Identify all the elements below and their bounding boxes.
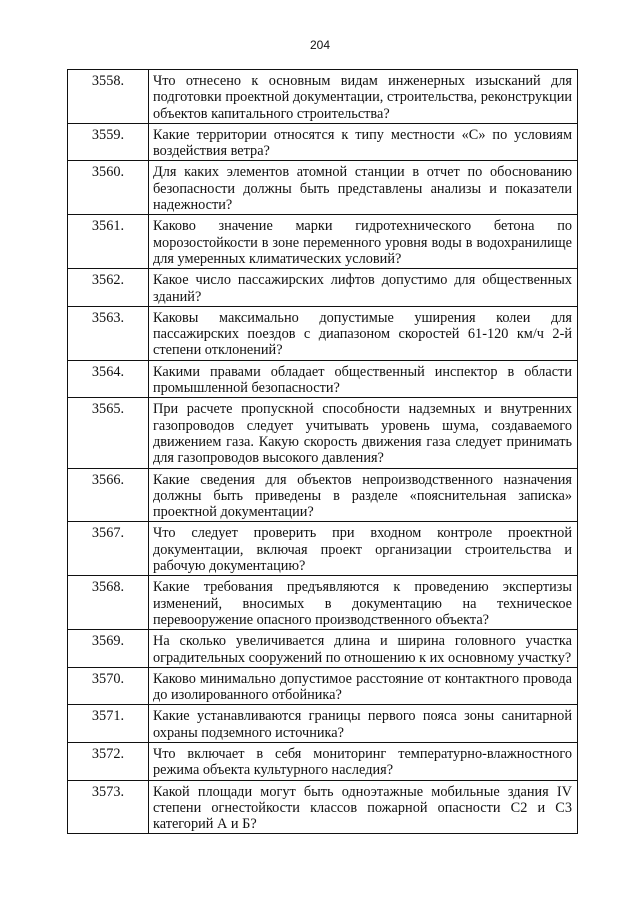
- question-text: Для каких элементов атомной станции в отчет по обоснованию безопасности должны быть представлены анализы и показатели надежности?: [149, 161, 578, 215]
- page-number: 204: [309, 38, 331, 52]
- table-row: [68, 705, 578, 743]
- question-number: 3563.: [68, 306, 149, 360]
- table-row: [68, 630, 578, 668]
- question-text: Что следует проверить при входном контроле проектной документации, включая проект организации строительства и рабочую документацию?: [149, 522, 578, 576]
- table-row: [68, 360, 578, 398]
- question-text: Каково значение марки гидротехнического бетона по морозостойкости в зоне переменного уровня воды в водохранилище для умеренных климатических условий?: [149, 215, 578, 269]
- question-number: 3568.: [68, 576, 149, 630]
- table-row: [68, 576, 578, 630]
- table-row: [68, 780, 578, 834]
- question-number: 3562.: [68, 269, 149, 307]
- table-row: [68, 269, 578, 307]
- question-number: 3558.: [68, 70, 149, 124]
- table-row: [68, 161, 578, 215]
- question-text: Какой площади могут быть одноэтажные мобильные здания IV степени огнестойкости классов пожарной опасности С2 и С3 категорий А и Б?: [149, 780, 578, 834]
- question-number: 3564.: [68, 360, 149, 398]
- question-text: Каковы максимально допустимые уширения колеи для пассажирских поездов с диапазоном скоростей 61-120 км/ч 2-й степени отклонений?: [149, 306, 578, 360]
- question-text: Какие устанавливаются границы первого пояса зоны санитарной охраны подземного источника?: [149, 705, 578, 743]
- question-text: Какие сведения для объектов непроизводственного назначения должны быть приведены в разделе «пояснительная записка» проектной документации?: [149, 468, 578, 522]
- question-number: 3561.: [68, 215, 149, 269]
- question-number: 3573.: [68, 780, 149, 834]
- question-text: Каково минимально допустимое расстояние от контактного провода до изолированного отбойника?: [149, 667, 578, 705]
- table-row: [68, 398, 578, 468]
- table-row: [68, 468, 578, 522]
- question-number: 3569.: [68, 630, 149, 668]
- question-number: 3559.: [68, 123, 149, 161]
- table-row: [68, 70, 578, 124]
- question-number: 3571.: [68, 705, 149, 743]
- question-text: Что включает в себя мониторинг температурно-влажностного режима объекта культурного наследия?: [149, 742, 578, 780]
- question-number: 3570.: [68, 667, 149, 705]
- question-text: Что отнесено к основным видам инженерных изысканий для подготовки проектной документации, строительства, реконструкции объектов капитального строительства?: [149, 70, 578, 124]
- question-number: 3572.: [68, 742, 149, 780]
- question-text: Какими правами обладает общественный инспектор в области промышленной безопасности?: [149, 360, 578, 398]
- question-number: 3566.: [68, 468, 149, 522]
- question-number: 3565.: [68, 398, 149, 468]
- question-text: Какие территории относятся к типу местности «С» по условиям воздействия ветра?: [149, 123, 578, 161]
- question-number: 3567.: [68, 522, 149, 576]
- questions-table: [67, 69, 578, 834]
- question-text: Какое число пассажирских лифтов допустимо для общественных зданий?: [149, 269, 578, 307]
- question-text: Какие требования предъявляются к проведению экспертизы изменений, вносимых в документацию на техническое перевооружение опасного производственного объекта?: [149, 576, 578, 630]
- table-row: [68, 306, 578, 360]
- table-row: [68, 742, 578, 780]
- table-row: [68, 123, 578, 161]
- table-row: [68, 215, 578, 269]
- question-text: При расчете пропускной способности надземных и внутренних газопроводов следует учитывать уровень шума, создаваемого движением газа. Какую скорость движения газа следует принимать для газопроводов высокого давления?: [149, 398, 578, 468]
- question-text: На сколько увеличивается длина и ширина головного участка оградительных сооружений по отношению к их основному участку?: [149, 630, 578, 668]
- table-row: [68, 522, 578, 576]
- table-row: [68, 667, 578, 705]
- question-number: 3560.: [68, 161, 149, 215]
